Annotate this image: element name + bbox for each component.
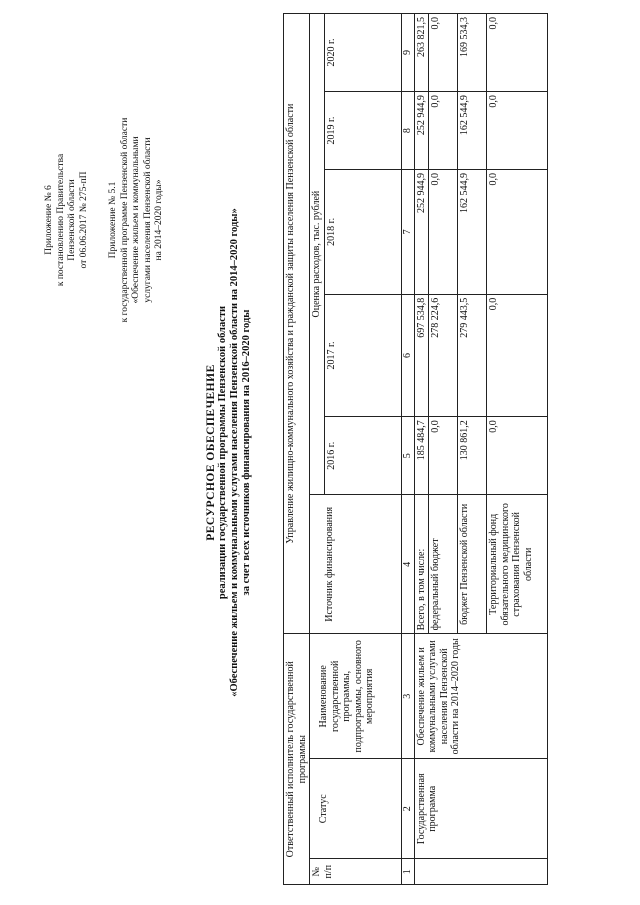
value-cell: 0,0: [487, 417, 548, 495]
title-line: реализации государственной программы Пензенской области: [217, 305, 228, 600]
value-cell: 162 544,9: [458, 170, 487, 295]
value-cell: 0,0: [429, 92, 458, 170]
title-line: «Обеспечение жильем и коммунальными услугами населения Пензенской области на 2014–2020 годы»: [229, 208, 240, 697]
appendix-line: на 2014–2020 годы»: [154, 179, 164, 261]
appendix-5-1-header: [108, 20, 166, 420]
value-cell: 697 534,8: [414, 294, 429, 417]
value-cell: 252 944,9: [414, 92, 429, 170]
value-cell: 130 861,2: [458, 417, 487, 495]
title-main: РЕСУРСНОЕ ОБЕСПЕЧЕНИЕ: [205, 364, 217, 541]
col-num: 8: [401, 92, 414, 170]
col-num: 5: [401, 417, 414, 495]
value-cell: 0,0: [429, 170, 458, 295]
appendix-6-header: [44, 20, 90, 420]
source-cell: Территориальный фонд обязательного медицинского страхования Пензенской области: [487, 495, 548, 634]
document-title: [205, 20, 253, 885]
header-status: Статус: [310, 759, 402, 859]
row-number: [414, 859, 548, 885]
appendix-line: к государственной программе Пензенской области: [119, 117, 130, 323]
header-responsible-executor: Ответственный исполнитель государственной программы: [284, 634, 310, 885]
table-row: [414, 14, 429, 885]
value-cell: 0,0: [487, 170, 548, 295]
header-source: Источник финансирования: [310, 495, 402, 634]
col-num: 4: [401, 495, 414, 634]
col-num: 1: [401, 859, 414, 885]
appendix-line: к постановлению Правительства: [55, 153, 66, 287]
appendix-line: «Обеспечение жильем и коммунальными: [131, 136, 141, 304]
value-cell: 0,0: [487, 294, 548, 417]
header-estimate: Оценка расходов, тыс. рублей: [310, 14, 325, 495]
source-cell: бюджет Пензенской области: [458, 495, 487, 634]
row-program-name: Обеспечение жильем и коммунальными услугами населения Пензенской области на 2014–2020 годы: [414, 634, 548, 759]
value-cell: 0,0: [429, 417, 458, 495]
col-num: 9: [401, 14, 414, 92]
appendix-line: Приложение № 6: [44, 185, 54, 255]
value-cell: 279 443,5: [458, 294, 487, 417]
source-cell: федеральный бюджет: [429, 495, 458, 634]
year-2019: 2019 г.: [324, 92, 401, 170]
title-line: за счет всех источников финансирования на 2016–2020 годы: [241, 309, 252, 596]
value-cell: 0,0: [487, 92, 548, 170]
appendix-line: от 06.06.2017 № 275-пП: [78, 171, 89, 269]
col-num: 7: [401, 170, 414, 295]
value-cell: 0,0: [487, 14, 548, 92]
appendix-line: Приложение № 5.1: [108, 181, 118, 259]
col-num: 3: [401, 634, 414, 759]
source-cell: Всего, в том числе:: [414, 495, 429, 634]
value-cell: 162 544,9: [458, 92, 487, 170]
value-cell: 263 821,5: [414, 14, 429, 92]
appendix-line: Пензенской области: [67, 179, 77, 261]
value-cell: 0,0: [429, 14, 458, 92]
year-2017: 2017 г.: [324, 294, 401, 417]
header-number: № п/п: [310, 859, 402, 885]
year-2018: 2018 г.: [324, 170, 401, 295]
header-name: Наименование государственной программы, подпрограммы, основного мероприятия: [310, 634, 402, 759]
col-num: 6: [401, 294, 414, 417]
value-cell: 169 534,3: [458, 14, 487, 92]
value-cell: 252 944,9: [414, 170, 429, 295]
col-num: 2: [401, 759, 414, 859]
resource-table: [283, 13, 548, 885]
value-cell: 278 224,6: [429, 294, 458, 417]
year-2016: 2016 г.: [324, 417, 401, 495]
year-2020: 2020 г.: [324, 14, 401, 92]
value-cell: 185 484,7: [414, 417, 429, 495]
appendix-line: услугами населения Пензенской области: [142, 137, 153, 303]
header-department: Управление жилищно-коммунального хозяйства и гражданской защиты населения Пензенской области: [284, 14, 310, 634]
row-status: Государственная программа: [414, 759, 548, 859]
